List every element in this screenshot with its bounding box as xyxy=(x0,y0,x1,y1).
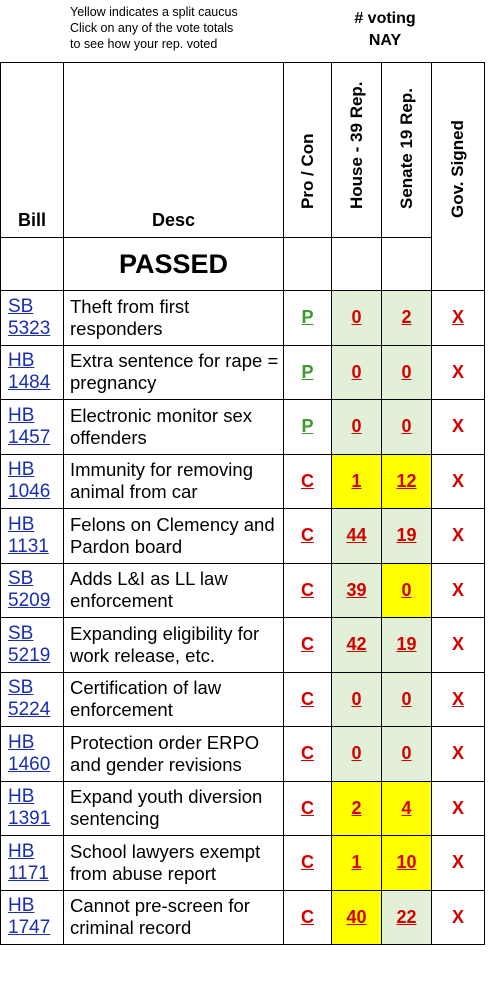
senate-vote-link[interactable]: 0 xyxy=(401,361,412,382)
desc-cell: School lawyers exempt from abuse report xyxy=(64,836,284,891)
house-vote-cell xyxy=(332,345,382,400)
house-vote-cell xyxy=(332,727,382,782)
house-vote-cell xyxy=(332,454,382,509)
table-row xyxy=(1,836,485,891)
bill-cell xyxy=(1,890,64,945)
house-vote-cell xyxy=(332,890,382,945)
house-vote-link[interactable]: 2 xyxy=(351,797,362,818)
house-vote-link[interactable]: 39 xyxy=(346,579,367,600)
procon-cell xyxy=(284,400,332,455)
desc-cell: Electronic monitor sex offenders xyxy=(64,400,284,455)
gov-header-label: Gov. Signed xyxy=(448,120,467,218)
procon-cell xyxy=(284,291,332,346)
procon-link[interactable]: C xyxy=(301,688,314,709)
legend-notes xyxy=(70,4,310,52)
desc-cell: Immunity for removing animal from car xyxy=(64,454,284,509)
section-label: PASSED xyxy=(64,238,284,291)
bill-link[interactable]: HB 1171 xyxy=(8,840,49,884)
table-row xyxy=(1,727,485,782)
gov-signed-mark: X xyxy=(451,852,464,873)
bill-link[interactable]: HB 1460 xyxy=(8,731,51,775)
procon-cell xyxy=(284,836,332,891)
table-row xyxy=(1,454,485,509)
bills-table xyxy=(0,62,485,945)
gov-signed-link[interactable]: X xyxy=(451,688,464,709)
gov-signed-link[interactable]: X xyxy=(451,307,464,328)
procon-link[interactable]: C xyxy=(301,743,314,764)
house-vote-cell xyxy=(332,836,382,891)
nay-header xyxy=(330,8,440,52)
desc-column-header: Desc xyxy=(64,63,284,238)
nay-header-line1: # voting xyxy=(354,10,416,27)
house-vote-cell xyxy=(332,563,382,618)
section-spacer xyxy=(332,238,382,291)
table-row xyxy=(1,618,485,673)
gov-cell xyxy=(432,836,485,891)
senate-vote-link[interactable]: 19 xyxy=(396,525,417,546)
bill-cell xyxy=(1,454,64,509)
senate-header-label: Senate 19 Rep. xyxy=(396,88,416,209)
senate-vote-cell xyxy=(382,345,432,400)
note-line: to see how your rep. voted xyxy=(70,37,218,51)
gov-cell xyxy=(432,781,485,836)
nay-header-line2: NAY xyxy=(368,32,402,49)
bill-cell xyxy=(1,836,64,891)
house-vote-cell xyxy=(332,509,382,564)
house-vote-cell xyxy=(332,781,382,836)
bill-cell xyxy=(1,563,64,618)
procon-link[interactable]: P xyxy=(301,416,314,437)
house-vote-link[interactable]: 0 xyxy=(351,416,362,437)
table-row xyxy=(1,890,485,945)
gov-signed-mark: X xyxy=(451,361,464,382)
table-row xyxy=(1,781,485,836)
gov-cell xyxy=(432,509,485,564)
senate-column-header xyxy=(382,63,432,238)
senate-vote-cell xyxy=(382,727,432,782)
bill-link[interactable]: HB 1457 xyxy=(8,404,51,448)
senate-vote-link[interactable]: 22 xyxy=(396,906,417,927)
gov-cell xyxy=(432,400,485,455)
senate-vote-link[interactable]: 4 xyxy=(401,797,412,818)
procon-cell xyxy=(284,454,332,509)
senate-vote-cell xyxy=(382,291,432,346)
house-header-label: House - 39 Rep. xyxy=(346,81,366,209)
procon-cell xyxy=(284,618,332,673)
bill-cell xyxy=(1,400,64,455)
procon-link[interactable]: P xyxy=(301,361,314,382)
procon-cell xyxy=(284,781,332,836)
gov-cell xyxy=(432,727,485,782)
bill-link[interactable]: HB 1131 xyxy=(8,513,49,557)
gov-cell xyxy=(432,890,485,945)
house-vote-link[interactable]: 44 xyxy=(346,525,367,546)
bill-link[interactable]: SB 5219 xyxy=(8,622,51,666)
procon-cell xyxy=(284,890,332,945)
house-vote-link[interactable]: 1 xyxy=(351,470,362,491)
section-spacer xyxy=(284,238,332,291)
senate-vote-cell xyxy=(382,454,432,509)
procon-link[interactable]: C xyxy=(301,470,314,491)
table-row xyxy=(1,400,485,455)
table-row xyxy=(1,509,485,564)
bill-cell xyxy=(1,781,64,836)
house-vote-cell xyxy=(332,400,382,455)
senate-vote-link[interactable]: 0 xyxy=(401,743,412,764)
gov-signed-mark: X xyxy=(451,906,464,927)
senate-vote-cell xyxy=(382,400,432,455)
procon-cell xyxy=(284,563,332,618)
gov-signed-mark: X xyxy=(451,525,464,546)
procon-link[interactable]: C xyxy=(301,852,314,873)
section-spacer xyxy=(1,238,64,291)
senate-vote-link[interactable]: 2 xyxy=(401,307,412,328)
senate-vote-link[interactable]: 0 xyxy=(401,688,412,709)
desc-cell: Certification of law enforcement xyxy=(64,672,284,727)
gov-signed-mark: X xyxy=(451,579,464,600)
desc-cell: Expanding eligibility for work release, etc. xyxy=(64,618,284,673)
procon-cell xyxy=(284,727,332,782)
header-row xyxy=(1,63,485,238)
senate-vote-cell xyxy=(382,890,432,945)
procon-link[interactable]: C xyxy=(301,579,314,600)
house-vote-link[interactable]: 40 xyxy=(346,906,367,927)
bill-cell xyxy=(1,291,64,346)
procon-link[interactable]: C xyxy=(301,634,314,655)
desc-cell: Extra sentence for rape = pregnancy xyxy=(64,345,284,400)
gov-cell xyxy=(432,454,485,509)
procon-link[interactable]: C xyxy=(301,906,314,927)
desc-cell: Adds L&I as LL law enforcement xyxy=(64,563,284,618)
desc-cell: Felons on Clemency and Pardon board xyxy=(64,509,284,564)
senate-vote-cell xyxy=(382,509,432,564)
gov-cell xyxy=(432,563,485,618)
procon-link[interactable]: C xyxy=(301,525,314,546)
gov-signed-mark: X xyxy=(451,743,464,764)
desc-cell: Theft from first responders xyxy=(64,291,284,346)
desc-cell: Cannot pre-screen for criminal record xyxy=(64,890,284,945)
bill-link[interactable]: HB 1046 xyxy=(8,459,51,503)
senate-vote-link[interactable]: 0 xyxy=(401,579,412,600)
bill-link[interactable]: HB 1747 xyxy=(8,895,51,939)
house-vote-link[interactable]: 0 xyxy=(351,307,362,328)
house-column-header xyxy=(332,63,382,238)
note-line: Yellow indicates a split caucus xyxy=(70,5,238,19)
bill-link[interactable]: SB 5224 xyxy=(8,677,51,721)
gov-cell xyxy=(432,345,485,400)
bill-cell xyxy=(1,345,64,400)
bill-cell xyxy=(1,509,64,564)
senate-vote-cell xyxy=(382,672,432,727)
gov-signed-mark: X xyxy=(451,797,464,818)
gov-signed-mark: X xyxy=(451,634,464,655)
gov-cell xyxy=(432,618,485,673)
house-vote-cell xyxy=(332,291,382,346)
section-row xyxy=(1,238,485,291)
procon-link[interactable]: P xyxy=(301,307,314,328)
house-vote-cell xyxy=(332,672,382,727)
gov-column-header xyxy=(432,63,485,291)
procon-link[interactable]: C xyxy=(301,797,314,818)
house-vote-link[interactable]: 0 xyxy=(351,688,362,709)
table-row xyxy=(1,345,485,400)
procon-header-label: Pro / Con xyxy=(297,133,317,209)
note-line: Click on any of the vote totals xyxy=(70,21,234,35)
senate-vote-cell xyxy=(382,836,432,891)
bill-link[interactable]: SB 5209 xyxy=(8,568,51,612)
bill-link[interactable]: HB 1391 xyxy=(8,786,51,830)
bill-link[interactable]: HB 1484 xyxy=(8,350,51,394)
section-spacer xyxy=(382,238,432,291)
senate-vote-cell xyxy=(382,781,432,836)
senate-vote-link[interactable]: 19 xyxy=(396,634,417,655)
house-vote-link[interactable]: 1 xyxy=(351,852,362,873)
table-row xyxy=(1,563,485,618)
table-row xyxy=(1,291,485,346)
desc-cell: Expand youth diversion sentencing xyxy=(64,781,284,836)
bill-cell xyxy=(1,727,64,782)
senate-vote-cell xyxy=(382,563,432,618)
desc-cell: Protection order ERPO and gender revisions xyxy=(64,727,284,782)
table-row xyxy=(1,672,485,727)
procon-cell xyxy=(284,345,332,400)
house-vote-link[interactable]: 42 xyxy=(346,634,367,655)
senate-vote-link[interactable]: 10 xyxy=(396,852,417,873)
procon-cell xyxy=(284,672,332,727)
house-vote-link[interactable]: 0 xyxy=(351,361,362,382)
house-vote-cell xyxy=(332,618,382,673)
gov-signed-mark: X xyxy=(451,416,464,437)
bill-cell xyxy=(1,672,64,727)
senate-vote-link[interactable]: 12 xyxy=(396,470,417,491)
senate-vote-cell xyxy=(382,618,432,673)
senate-vote-link[interactable]: 0 xyxy=(401,416,412,437)
gov-cell xyxy=(432,291,485,346)
house-vote-link[interactable]: 0 xyxy=(351,743,362,764)
bill-column-header: Bill xyxy=(1,63,64,238)
bill-link[interactable]: SB 5323 xyxy=(8,295,51,339)
bill-cell xyxy=(1,618,64,673)
gov-cell xyxy=(432,672,485,727)
gov-signed-mark: X xyxy=(451,470,464,491)
procon-cell xyxy=(284,509,332,564)
procon-column-header xyxy=(284,63,332,238)
